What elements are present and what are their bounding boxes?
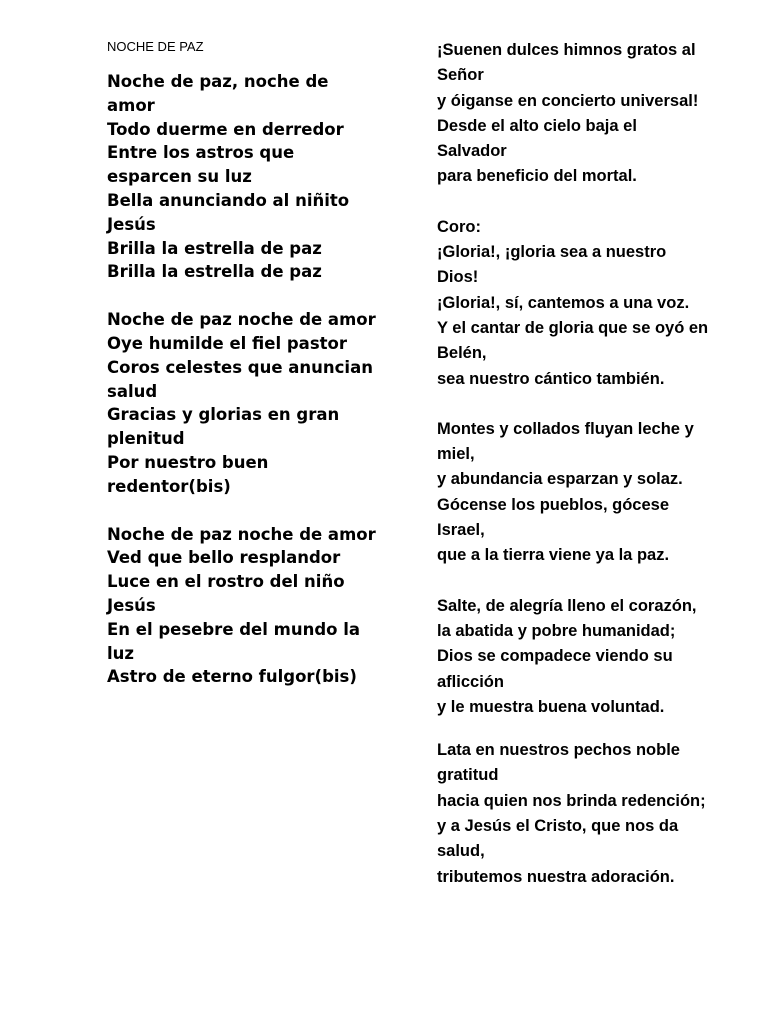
lyric-line: Oye humilde el fiel pastor [107, 333, 347, 353]
lyric-line: sea nuestro cántico también. [437, 369, 665, 388]
right-stanza-list [437, 38, 747, 890]
stanza [107, 70, 407, 284]
lyric-line: Jesús [107, 595, 156, 615]
lyric-line: Noche de paz noche de amor [107, 524, 376, 544]
stanza [437, 594, 747, 720]
lyric-line: En el pesebre del mundo la [107, 619, 361, 639]
lyric-line: ¡Gloria!, sí, cantemos a una voz. [437, 293, 690, 312]
lyric-line: esparcen su luz [107, 167, 252, 187]
lyric-line: Bella anunciando al niñito [107, 190, 350, 210]
lyric-line: Entre los astros que [107, 143, 295, 163]
lyric-line: Coro: [437, 217, 481, 236]
stanza [437, 38, 747, 190]
lyric-line: Salvador [437, 142, 507, 161]
lyric-line: Coros celestes que anuncian [107, 357, 373, 377]
lyric-line: y abundancia esparzan y solaz. [437, 470, 683, 489]
lyric-line: Luce en el rostro del niño [107, 572, 345, 592]
lyric-line: ¡Suenen dulces himnos gratos al [437, 41, 696, 59]
lyric-line: Y el cantar de gloria que se oyó en [437, 318, 709, 337]
lyric-line: amor [107, 95, 155, 115]
lyric-line: Por nuestro buen [107, 452, 269, 472]
lyric-line: Dios! [437, 268, 479, 287]
stanza [437, 738, 747, 890]
lyric-line: Gócense los pueblos, gócese [437, 495, 669, 514]
lyric-line: Israel, [437, 521, 485, 540]
stanza [107, 308, 407, 498]
lyric-line: luz [107, 643, 135, 663]
lyric-line: Gracias y glorias en gran [107, 405, 340, 425]
lyric-line: Astro de eterno fulgor(bis) [107, 667, 357, 687]
lyric-line: Brilla la estrella de paz [107, 238, 322, 258]
lyric-line: gratitud [437, 766, 499, 785]
lyric-line: Ved que bello resplandor [107, 548, 341, 568]
lyric-line: Noche de paz, noche de [107, 72, 329, 91]
lyric-line: para beneficio del mortal. [437, 167, 637, 186]
left-column [107, 38, 407, 713]
lyric-line: salud [107, 381, 158, 401]
lyric-line: Salte, de alegría lleno el corazón, [437, 596, 697, 615]
lyric-line: Jesús [107, 214, 156, 234]
lyric-line: y óiganse en concierto universal! [437, 91, 699, 110]
lyric-line: Brilla la estrella de paz [107, 262, 322, 282]
document-title: NOCHE DE PAZ [107, 39, 204, 54]
lyric-line: Todo duerme en derredor [107, 119, 344, 139]
lyric-line: Desde el alto cielo baja el [437, 116, 637, 135]
lyric-line: redentor(bis) [107, 476, 231, 496]
lyric-line: Señor [437, 66, 484, 85]
lyric-line: aflicción [437, 672, 504, 691]
lyric-line: y a Jesús el Cristo, que nos da [437, 817, 679, 836]
lyric-line: salud, [437, 842, 485, 861]
lyric-line: ¡Gloria!, ¡gloria sea a nuestro [437, 243, 667, 262]
lyric-line: Lata en nuestros pechos noble [437, 741, 680, 760]
lyric-line: Montes y collados fluyan leche y [437, 419, 694, 438]
lyric-line: Belén, [437, 344, 487, 363]
lyric-line: miel, [437, 445, 475, 464]
lyric-line: plenitud [107, 429, 185, 449]
lyric-line: y le muestra buena voluntad. [437, 697, 665, 716]
lyric-line: la abatida y pobre humanidad; [437, 621, 676, 640]
lyric-line: hacia quien nos brinda redención; [437, 791, 706, 810]
stanza [437, 417, 747, 569]
left-stanza-list [107, 70, 407, 689]
stanza [437, 215, 747, 392]
right-column [437, 38, 747, 915]
lyric-line: Dios se compadece viendo su [437, 647, 673, 666]
lyric-line: Noche de paz noche de amor [107, 310, 376, 330]
stanza [107, 523, 407, 690]
lyric-line: que a la tierra viene ya la paz. [437, 546, 670, 565]
lyric-line: tributemos nuestra adoración. [437, 867, 675, 886]
